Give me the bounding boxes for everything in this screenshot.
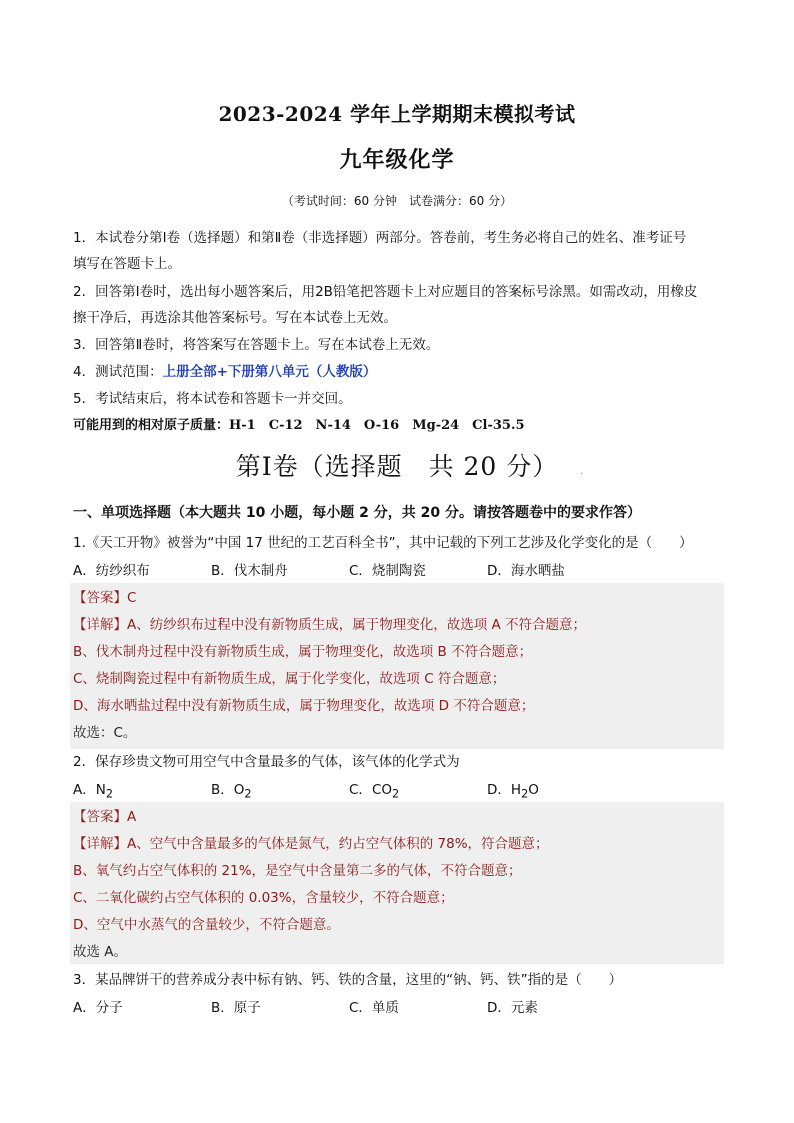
instruction-2a: 2．回答第Ⅰ卷时，选出每小题答案后，用2B铅笔把答题卡上对应题目的答案标号涂黑。如需改动，用橡皮: [73, 284, 698, 300]
q2-answer-label: 【答案】: [73, 809, 127, 825]
instruction-1a: 1．本试卷分第Ⅰ卷（选择题）和第Ⅱ卷（非选择题）两部分。答卷前，考生务必将自己的姓名、准考证号: [73, 230, 687, 246]
q2-option-b-sub: 2: [244, 787, 252, 801]
test-scope: 上册全部+下册第八单元（人教版）: [162, 364, 377, 380]
q2-option-a-sub: 2: [105, 787, 114, 801]
q1-detail-a: [73, 613, 586, 633]
q1-detail-b: B、伐木制舟过程中没有新物质生成，属于物理变化，故选项 B 不符合题意；: [73, 644, 533, 660]
instruction-2b: 擦干净后，再选涂其他答案标号。写在本试卷上无效。: [73, 310, 397, 326]
question-3-options: [73, 996, 733, 1016]
q1-answer-box: [70, 583, 724, 749]
instruction-3: 3．回答第Ⅱ卷时，将答案写在答题卡上。写在本试卷上无效。: [73, 337, 440, 353]
instruction-1b: 填写在答题卡上。: [73, 256, 181, 272]
q1-detail-d: D、海水晒盐过程中没有新物质生成，属于物理变化，故选项 D 不符合题意；: [73, 698, 535, 714]
q1-answer: [73, 586, 136, 606]
q2-answer-box: [70, 802, 724, 964]
q1-option-a: A．纺纱织布: [73, 563, 150, 579]
exam-title: 2023-2024 学年上学期期末模拟考试: [218, 102, 576, 126]
q3-option-d: D．元素: [487, 1000, 538, 1016]
q2-option-b: [211, 778, 252, 801]
q1-option-b: B．伐木制舟: [211, 563, 288, 579]
q2-option-c-sub: 2: [392, 787, 400, 801]
question-3-stem: 3．某品牌饼干的营养成分表中标有钠、钙、铁的含量，这里的“钠、钙、铁”指的是（ ）: [73, 972, 623, 988]
q1-answer-value: C: [127, 590, 137, 606]
q2-option-c: [349, 778, 399, 801]
q2-detail-a: [73, 832, 549, 852]
question-2-stem: 2．保存珍贵文物可用空气中含量最多的气体，该气体的化学式为: [73, 754, 460, 770]
q2-option-d: [487, 778, 539, 801]
q2-option-a: [73, 778, 113, 801]
instruction-5: 5．考试结束后，将本试卷和答题卡一并交回。: [73, 391, 352, 407]
q2-option-d-sub: 2: [521, 787, 529, 801]
q2-option-a-letter: A．: [73, 782, 96, 798]
q1-option-c: C．烧制陶瓷: [349, 563, 426, 579]
question-2-options: [73, 778, 733, 801]
q1-conclusion: 故选：C。: [73, 725, 137, 741]
instruction-4: [73, 362, 733, 382]
q1-detail-label: 【详解】: [73, 617, 127, 633]
q2-option-d-formula: H: [510, 782, 522, 798]
q2-answer-value: A: [127, 809, 137, 825]
question-1-stem: 1.《天工开物》被誉为“中国 17 世纪的工艺百科全书”，其中记载的下列工艺涉及化学变化的是（ ）: [73, 535, 693, 551]
q1-detail-text-a: A、纺纱织布过程中没有新物质生成，属于物理变化，故选项 A 不符合题意；: [127, 617, 587, 633]
q2-option-d-letter: D．: [487, 782, 511, 798]
q2-detail-text-a: A、空气中含量最多的气体是氮气，约占空气体积的 78%，符合题意；: [127, 836, 549, 852]
q2-answer: [73, 805, 136, 825]
q3-option-a: A．分子: [73, 1000, 123, 1016]
q2-option-b-formula: O: [233, 782, 245, 798]
q1-answer-label: 【答案】: [73, 590, 127, 606]
q1-option-d: D．海水晒盐: [487, 563, 565, 579]
q2-conclusion: 故选 A。: [73, 944, 128, 960]
q2-option-c-formula: CO: [371, 782, 392, 798]
atomic-masses: 可能用到的相对原子质量：H-1 C-12 N-14 O-16 Mg-24 Cl-35.5: [73, 418, 525, 433]
question-1-options: [73, 559, 733, 579]
q2-detail-b: B、氧气约占空气体积的 21%，是空气中含量第二多的气体，不符合题意；: [73, 863, 522, 879]
q1-detail-c: C、烧制陶瓷过程中有新物质生成，属于化学变化，故选项 C 符合题意；: [73, 671, 506, 687]
q2-option-c-letter: C．: [349, 782, 372, 798]
q2-detail-label: 【详解】: [73, 836, 127, 852]
q3-option-b: B．原子: [211, 1000, 261, 1016]
instruction-4-prefix: 4．测试范围：: [73, 364, 163, 380]
exam-info: （考试时间：60 分钟 试卷满分：60 分）: [281, 194, 513, 208]
exam-subject: 九年级化学: [339, 147, 455, 173]
part-title: 一、单项选择题（本大题共 10 小题，每小题 2 分，共 20 分。请按答题卷中的要求作答）: [73, 505, 641, 521]
q2-option-d-tail: O: [528, 782, 539, 798]
q2-detail-c: C、二氧化碳约占空气体积的 0.03%，含量较少，不符合题意；: [73, 890, 454, 906]
q2-detail-d: D、空气中水蒸气的含量较少，不符合题意。: [73, 917, 340, 933]
q2-option-a-formula: N: [95, 782, 106, 798]
q3-option-c: C．单质: [349, 1000, 399, 1016]
small-dot-mark: .: [580, 466, 584, 477]
q2-option-b-letter: B．: [211, 782, 234, 798]
section-title: 第Ⅰ卷（选择题 共 20 分）: [235, 452, 559, 481]
